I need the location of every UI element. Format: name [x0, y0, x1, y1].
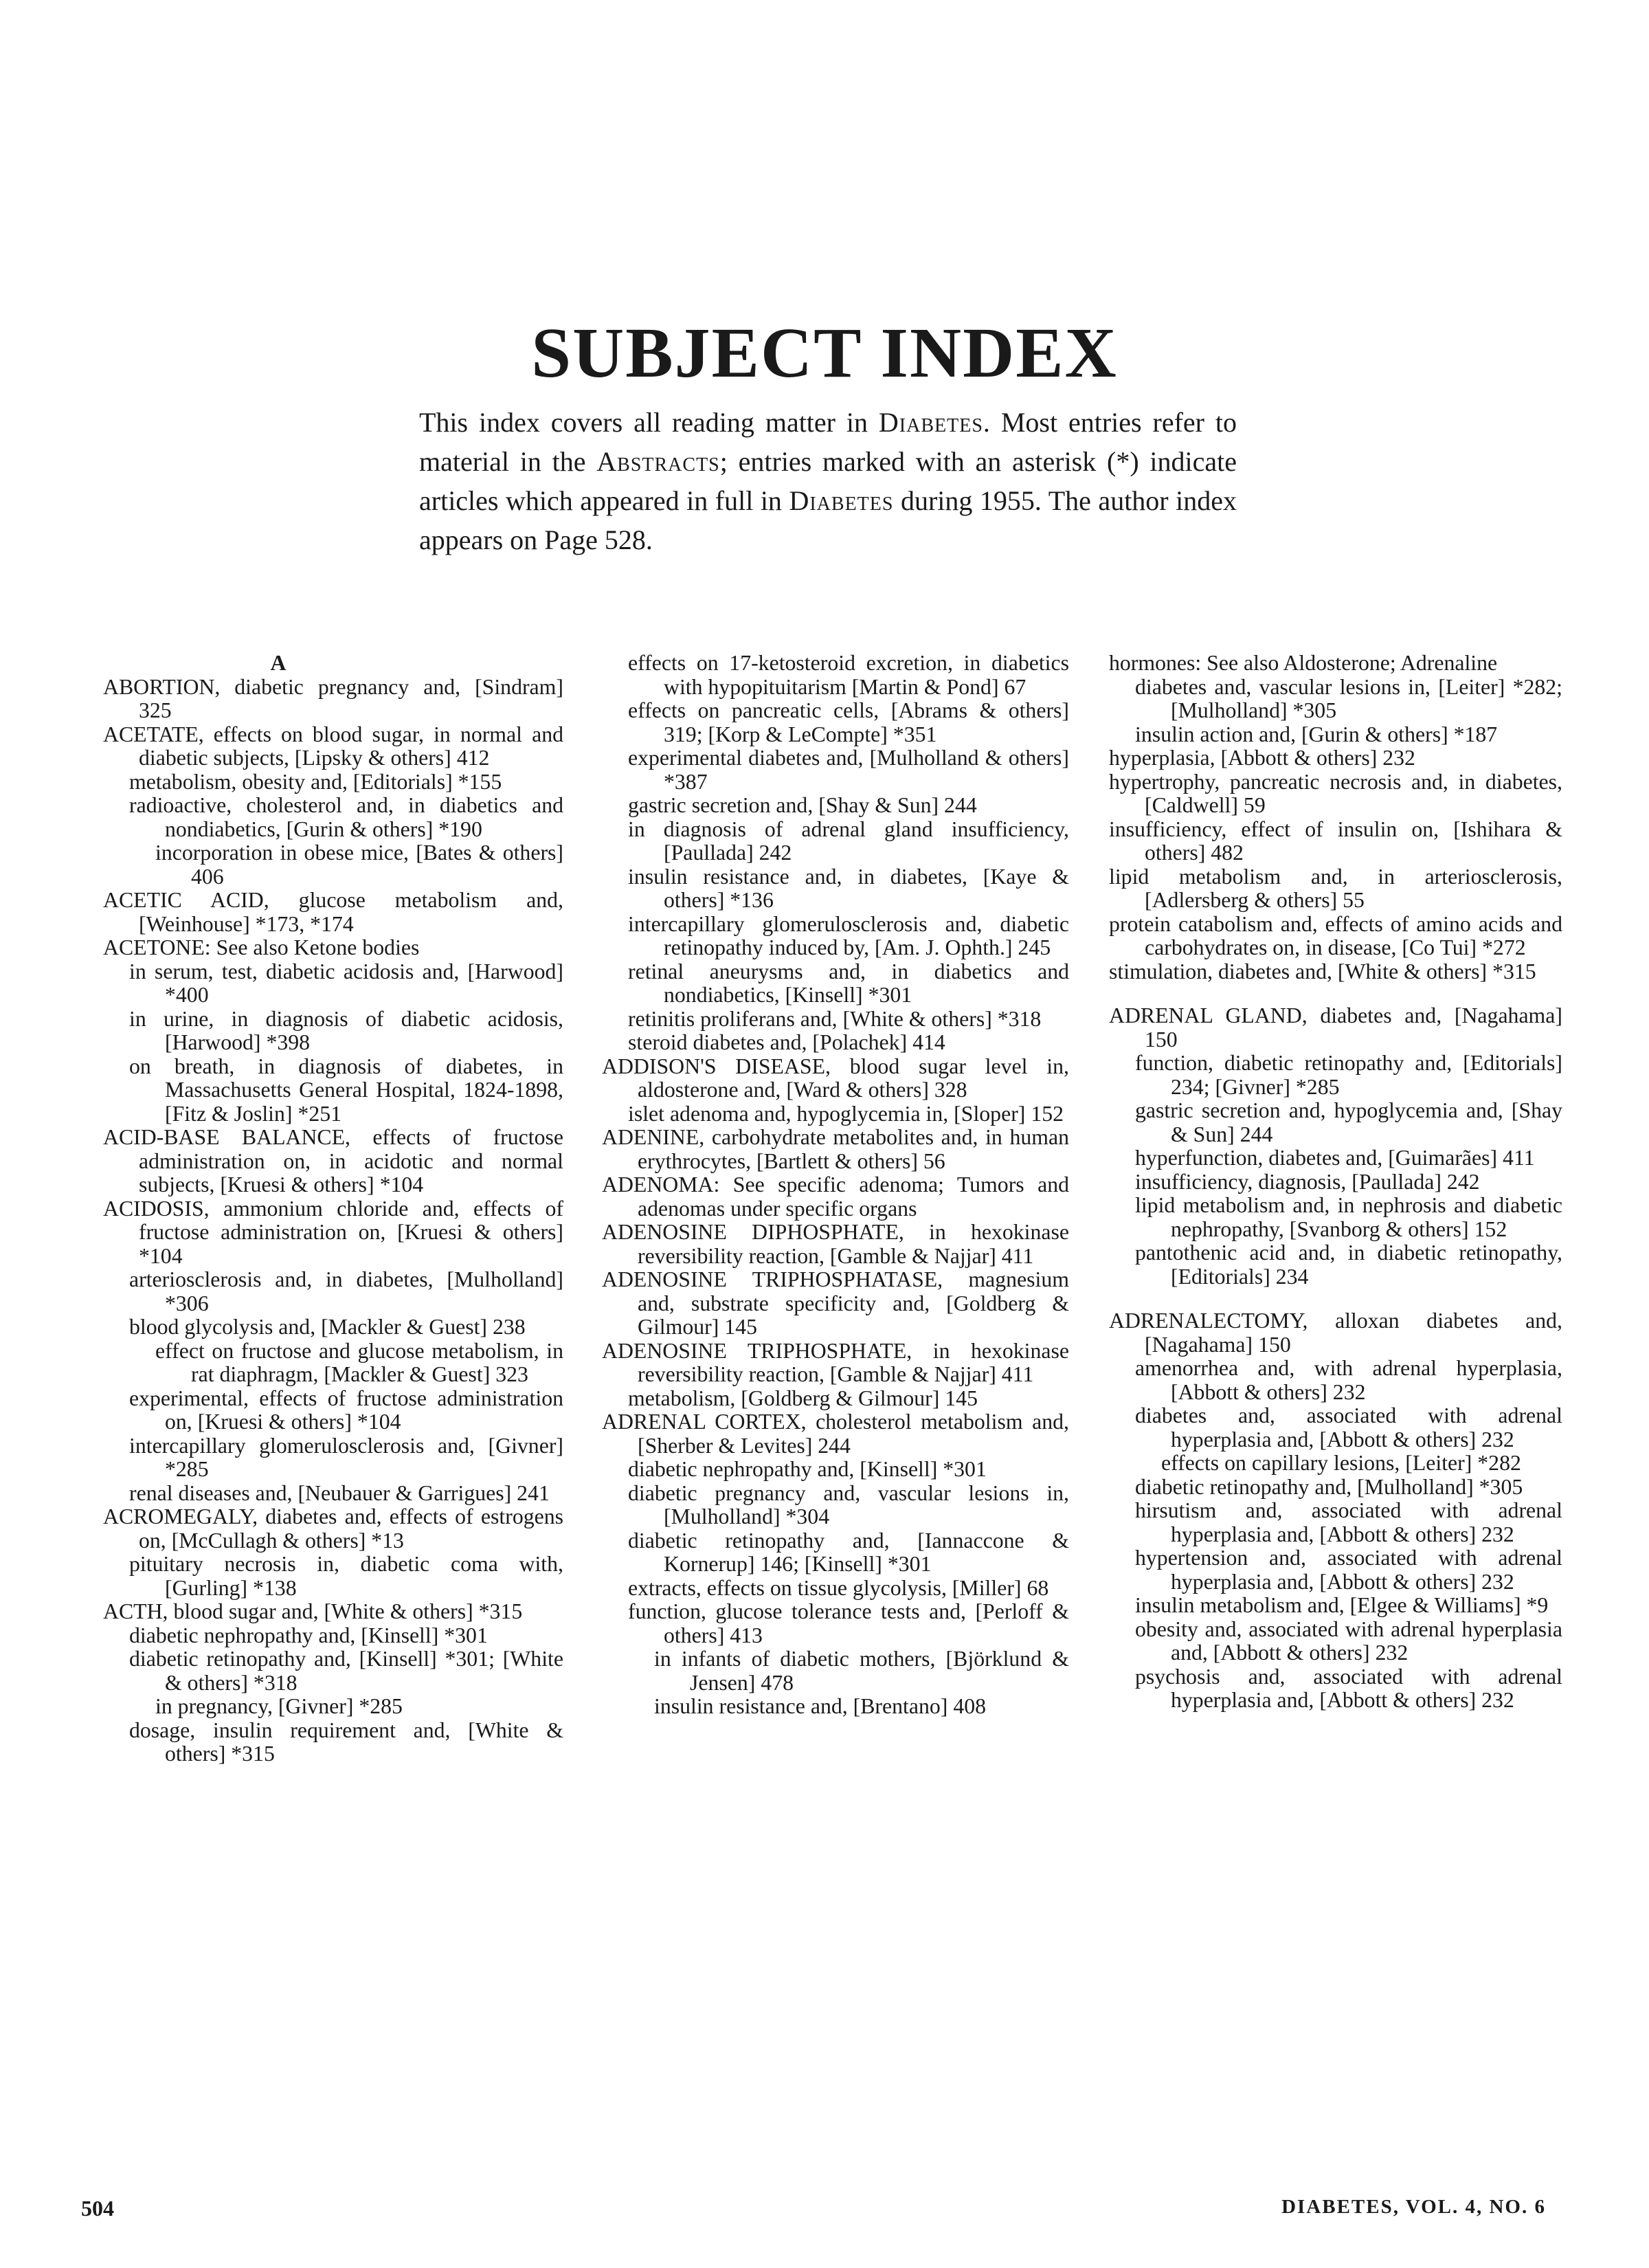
index-subentry: in diagnosis of adrenal gland insufficiency, [Paullada] 242	[628, 816, 1069, 865]
index-subentry: in serum, test, diabetic acidosis and, [Harwood] *400	[129, 959, 563, 1007]
intro-text-1: This index covers all reading matter in	[419, 407, 879, 438]
index-entry: ABORTION, diabetic pregnancy and, [Sindram] 325	[103, 674, 563, 722]
index-subentry: intercapillary glomerulosclerosis and, [Givner] *285	[129, 1433, 563, 1481]
index-entry: lipid metabolism and, in arteriosclerosis, [Adlersberg & others] 55	[1109, 864, 1562, 912]
page-title: SUBJECT INDEX	[531, 313, 1118, 392]
index-subentry: steroid diabetes and, [Polachek] 414	[628, 1030, 945, 1054]
intro-text-2: . Most entries refer to material in the	[419, 407, 1237, 477]
index-subentry: on breath, in diagnosis of diabetes, in Massachusetts General Hospital, 1824-1898, [Fitz & Joslin] *251	[129, 1054, 563, 1126]
index-subentry: lipid metabolism and, in nephrosis and diabetic nephropathy, [Svanborg & others] 152	[1135, 1193, 1562, 1241]
index-subentry: diabetic nephropathy and, [Kinsell] *301	[129, 1623, 488, 1647]
index-entry: hypertrophy, pancreatic necrosis and, in diabetes, [Caldwell] 59	[1109, 769, 1562, 817]
index-subentry: effect on fructose and glucose metabolism, in rat diaphragm, [Mackler & Guest] 323	[155, 1338, 563, 1386]
index-subentry: incorporation in obese mice, [Bates & others] 406	[155, 841, 563, 889]
index-entry: ADRENALECTOMY, alloxan diabetes and, [Nagahama] 150	[1109, 1309, 1562, 1357]
index-entry: insufficiency, effect of insulin on, [Ishihara & others] 482	[1109, 816, 1562, 865]
index-entry: ACETATE, effects on blood sugar, in normal and diabetic subjects, [Lipsky & others] 412	[103, 722, 563, 770]
intro-text-4: during 1955. The author index appears on Page 528.	[419, 485, 1237, 555]
index-entry: ACETONE: See also Ketone bodies	[103, 935, 420, 959]
intro-text-3: ; entries marked with an asterisk (*) indicate articles which appeared in full in	[419, 446, 1237, 516]
index-entry: ACETIC ACID, glucose metabolism and, [Weinhouse] *173, *174	[103, 888, 563, 936]
index-subentry: diabetic pregnancy and, vascular lesions in, [Mulholland] *304	[628, 1480, 1069, 1528]
index-column-2	[602, 652, 1069, 1719]
index-subentry: intercapillary glomerulosclerosis and, diabetic retinopathy induced by, [Am. J. Ophth.] 245	[628, 911, 1069, 959]
index-subentry: experimental diabetes and, [Mulholland & others] *387	[628, 746, 1069, 794]
index-entry: hyperplasia, [Abbott & others] 232	[1109, 746, 1415, 770]
index-subentry: hirsutism and, associated with adrenal hyperplasia and, [Abbott & others] 232	[1135, 1498, 1562, 1546]
index-subentry: diabetic retinopathy and, [Kinsell] *301; [White & others] *318	[129, 1647, 563, 1695]
index-subentry: insulin resistance and, in diabetes, [Kaye & others] *136	[628, 864, 1069, 912]
index-subentry: effects on pancreatic cells, [Abrams & others] 319; [Korp & LeCompte] *351	[628, 698, 1069, 746]
journal-footer: DIABETES, VOL. 4, NO. 6	[1281, 2196, 1546, 2218]
journal-name: Diabetes	[878, 407, 983, 438]
index-subentry: in urine, in diagnosis of diabetic acidosis, [Harwood] *398	[129, 1006, 563, 1054]
index-column-1	[103, 652, 563, 1766]
index-subentry: in pregnancy, [Givner] *285	[155, 1694, 403, 1718]
index-subentry: psychosis and, associated with adrenal hyperplasia and, [Abbott & others] 232	[1135, 1664, 1562, 1712]
index-subentry: insulin metabolism and, [Elgee & Williams] *9	[1135, 1593, 1549, 1617]
index-entry: ACIDOSIS, ammonium chloride and, effects of fructose administration on, [Kruesi & others] *104	[103, 1196, 563, 1268]
index-subentry: dosage, insulin requirement and, [White & others] *315	[129, 1717, 563, 1766]
index-column-3	[1109, 652, 1562, 1713]
index-subentry: renal diseases and, [Neubauer & Garrigues] 241	[129, 1480, 550, 1505]
index-subentry: hypertension and, associated with adrenal hyperplasia and, [Abbott & others] 232	[1135, 1546, 1562, 1594]
index-subentry: insufficiency, diagnosis, [Paullada] 242	[1135, 1169, 1480, 1194]
index-subentry: diabetic nephropathy and, [Kinsell] *301	[628, 1457, 987, 1481]
index-subentry: pituitary necrosis in, diabetic coma with, [Gurling] *138	[129, 1552, 563, 1600]
index-entry: ADENOMA: See specific adenoma; Tumors and adenomas under specific organs	[602, 1172, 1069, 1221]
index-entry: hormones: See also Aldosterone; Adrenaline	[1109, 651, 1498, 675]
index-entry: ACTH, blood sugar and, [White & others] *315	[103, 1599, 523, 1623]
index-entry: protein catabolism and, effects of amino acids and carbohydrates on, in disease, [Co Tui] *272	[1109, 911, 1562, 959]
index-subentry: pantothenic acid and, in diabetic retinopathy, [Editorials] 234	[1135, 1241, 1562, 1289]
index-subentry: metabolism, obesity and, [Editorials] *155	[129, 769, 502, 794]
index-subentry: in infants of diabetic mothers, [Björklund & Jensen] 478	[654, 1647, 1069, 1695]
index-subentry: blood glycolysis and, [Mackler & Guest] 238	[129, 1315, 526, 1339]
index-entry: ADENOSINE TRIPHOSPHATE, in hexokinase reversibility reaction, [Gamble & Najjar] 411	[602, 1338, 1069, 1386]
journal-name: Diabetes	[789, 485, 894, 516]
index-entry: ADRENAL CORTEX, cholesterol metabolism and, [Sherber & Levites] 244	[602, 1410, 1069, 1458]
index-entry: ADDISON'S DISEASE, blood sugar level in, aldosterone and, [Ward & others] 328	[602, 1054, 1069, 1102]
index-subentry: diabetic retinopathy and, [Mulholland] *305	[1135, 1474, 1523, 1499]
index-subentry: amenorrhea and, with adrenal hyperplasia, [Abbott & others] 232	[1135, 1356, 1562, 1404]
index-subentry: diabetes and, vascular lesions in, [Leiter] *282; [Mulholland] *305	[1135, 674, 1562, 722]
index-subentry: diabetes and, associated with adrenal hyperplasia and, [Abbott & others] 232	[1135, 1403, 1562, 1452]
index-subentry: effects on capillary lesions, [Leiter] *282	[1161, 1451, 1521, 1475]
index-subentry: function, diabetic retinopathy and, [Editorials] 234; [Givner] *285	[1135, 1051, 1562, 1099]
index-entry: ACID-BASE BALANCE, effects of fructose administration on, in acidotic and normal subjects, [Kruesi & others] *104	[103, 1125, 563, 1197]
abstracts-name: Abstracts	[596, 446, 720, 477]
index-subentry: experimental, effects of fructose administration on, [Kruesi & others] *104	[129, 1386, 563, 1434]
index-subentry: insulin action and, [Gurin & others] *187	[1135, 722, 1498, 746]
index-subentry: insulin resistance and, [Brentano] 408	[654, 1694, 987, 1718]
index-subentry: retinal aneurysms and, in diabetics and nondiabetics, [Kinsell] *301	[628, 959, 1069, 1007]
index-entry: ADENOSINE DIPHOSPHATE, in hexokinase reversibility reaction, [Gamble & Najjar] 411	[602, 1220, 1069, 1268]
index-subentry: islet adenoma and, hypoglycemia in, [Sloper] 152	[628, 1101, 1064, 1126]
index-subentry: retinitis proliferans and, [White & others] *318	[628, 1006, 1042, 1031]
index-subentry: gastric secretion and, [Shay & Sun] 244	[628, 793, 977, 817]
index-subentry: arteriosclerosis and, in diabetes, [Mulholland] *306	[129, 1267, 563, 1315]
index-subentry: hyperfunction, diabetes and, [Guimarães] 411	[1135, 1146, 1535, 1170]
intro-paragraph	[419, 403, 1237, 559]
index-subentry: radioactive, cholesterol and, in diabetics and nondiabetics, [Gurin & others] *190	[129, 793, 563, 841]
index-entry: ADRENAL GLAND, diabetes and, [Nagahama] 150	[1109, 1003, 1562, 1052]
index-subentry: diabetic retinopathy and, [Iannaccone & Kornerup] 146; [Kinsell] *301	[628, 1528, 1069, 1576]
index-subentry: function, glucose tolerance tests and, [Perloff & others] 413	[628, 1599, 1069, 1647]
index-entry: ADENOSINE TRIPHOSPHATASE, magnesium and, substrate specificity and, [Goldberg & Gilmour] 145	[602, 1267, 1069, 1339]
index-entry: ADENINE, carbohydrate metabolites and, in human erythrocytes, [Bartlett & others] 56	[602, 1125, 1069, 1173]
index-subentry: obesity and, associated with adrenal hyperplasia and, [Abbott & others] 232	[1135, 1616, 1562, 1665]
index-subentry: effects on 17-ketosteroid excretion, in diabetics with hypopituitarism [Martin & Pond] 67	[628, 651, 1069, 699]
index-subentry: gastric secretion and, hypoglycemia and, [Shay & Sun] 244	[1135, 1098, 1562, 1146]
page-number: 504	[81, 2196, 114, 2221]
index-subentry: extracts, effects on tissue glycolysis, [Miller] 68	[628, 1575, 1049, 1600]
index-subentry: metabolism, [Goldberg & Gilmour] 145	[628, 1386, 978, 1410]
section-letter: A	[270, 651, 287, 675]
index-entry: stimulation, diabetes and, [White & others] *315	[1109, 959, 1536, 983]
index-entry: ACROMEGALY, diabetes and, effects of estrogens on, [McCullagh & others] *13	[103, 1504, 563, 1553]
